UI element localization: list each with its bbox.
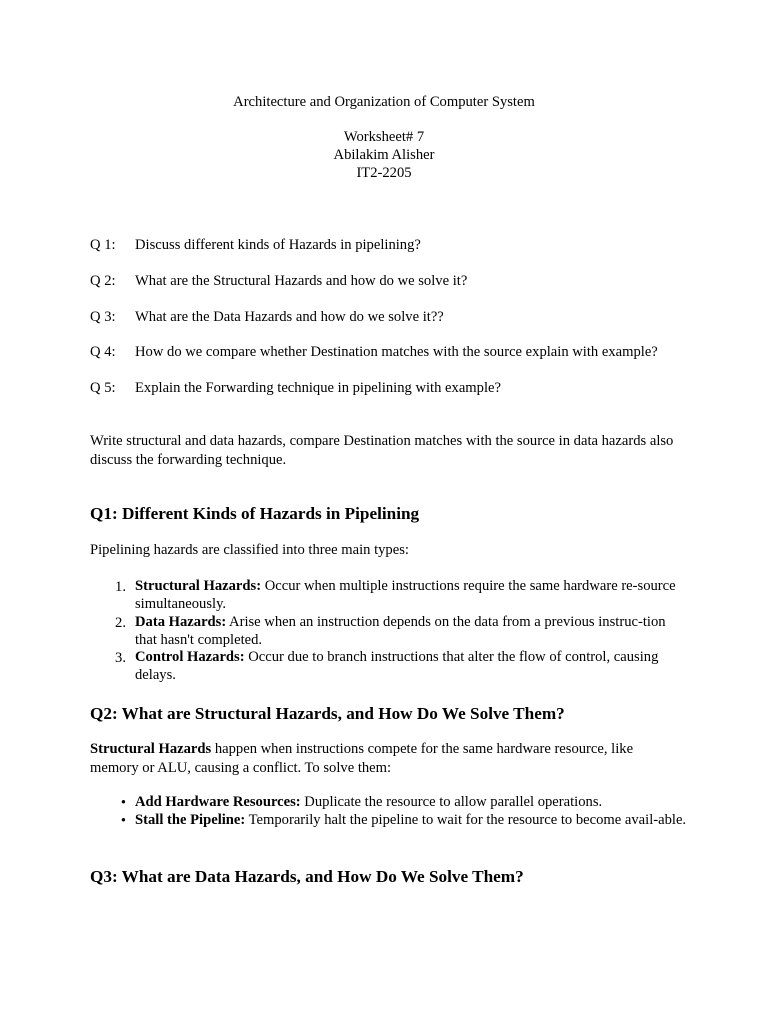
- list-item: [135, 794, 687, 812]
- question-text: How do we compare whether Destination matches with the source explain with example?: [135, 344, 658, 360]
- group-code: IT2-2205: [356, 165, 412, 181]
- section-intro: [90, 740, 680, 778]
- list-item-desc: Duplicate the resource to allow parallel operations.: [300, 794, 603, 810]
- list-item-desc: Temporarily halt the pipeline to wait for the resource to become avail-able.: [245, 812, 687, 828]
- intro-term: Structural Hazards: [90, 741, 212, 757]
- list-item-desc: Occur when multiple instructions require the same hardware re-source simultaneously.: [135, 578, 676, 612]
- list-item-term: Structural Hazards:: [135, 578, 262, 594]
- section-heading-q2: Q2: What are Structural Hazards, and How Do We Solve Them?: [90, 704, 565, 723]
- question-number: Q 2:: [90, 273, 116, 289]
- list-marker: 2.: [115, 615, 126, 631]
- list-item-term: Data Hazards:: [135, 614, 227, 630]
- section-intro: Pipelining hazards are classified into three main types:: [90, 542, 409, 558]
- question-text: Explain the Forwarding technique in pipelining with example?: [135, 380, 501, 396]
- list-item-desc: Occur due to branch instructions that alter the flow of control, causing delays.: [135, 649, 659, 683]
- list-item-term: Control Hazards:: [135, 649, 245, 665]
- section-heading-q1: Q1: Different Kinds of Hazards in Pipelining: [90, 504, 420, 523]
- section-heading-q3: Q3: What are Data Hazards, and How Do We Solve Them?: [90, 867, 524, 886]
- bullet-marker: •: [120, 795, 126, 811]
- question-number: Q 5:: [90, 380, 116, 396]
- question-text: Discuss different kinds of Hazards in pipelining?: [135, 237, 421, 253]
- intro-rest: happen when instructions compete for the same hardware resource, like memory or ALU, causing a conflict. To solve them:: [90, 741, 634, 776]
- list-marker: 3.: [115, 650, 126, 666]
- question-number: Q 1:: [90, 237, 116, 253]
- student-name: Abilakim Alisher: [333, 147, 435, 163]
- worksheet-number: Worksheet# 7: [343, 129, 425, 145]
- list-item: [135, 578, 687, 614]
- question-text: What are the Structural Hazards and how do we solve it?: [135, 273, 468, 289]
- list-item-term: Stall the Pipeline:: [135, 812, 246, 828]
- list-item-term: Add Hardware Resources:: [135, 794, 301, 810]
- course-title: Architecture and Organization of Computer System: [233, 94, 535, 110]
- list-item-desc: Arise when an instruction depends on the data from a previous instruc-tion that hasn't completed.: [135, 614, 666, 648]
- list-item: [135, 614, 687, 650]
- list-marker: 1.: [115, 579, 126, 595]
- question-text: What are the Data Hazards and how do we solve it??: [135, 309, 444, 325]
- bullet-marker: •: [120, 813, 126, 829]
- task-paragraph: Write structural and data hazards, compare Destination matches with the source in data hazards also discuss the forwarding technique.: [90, 433, 674, 468]
- question-number: Q 3:: [90, 309, 116, 325]
- question-number: Q 4:: [90, 344, 116, 360]
- list-item: [135, 649, 687, 685]
- list-item: [135, 812, 687, 830]
